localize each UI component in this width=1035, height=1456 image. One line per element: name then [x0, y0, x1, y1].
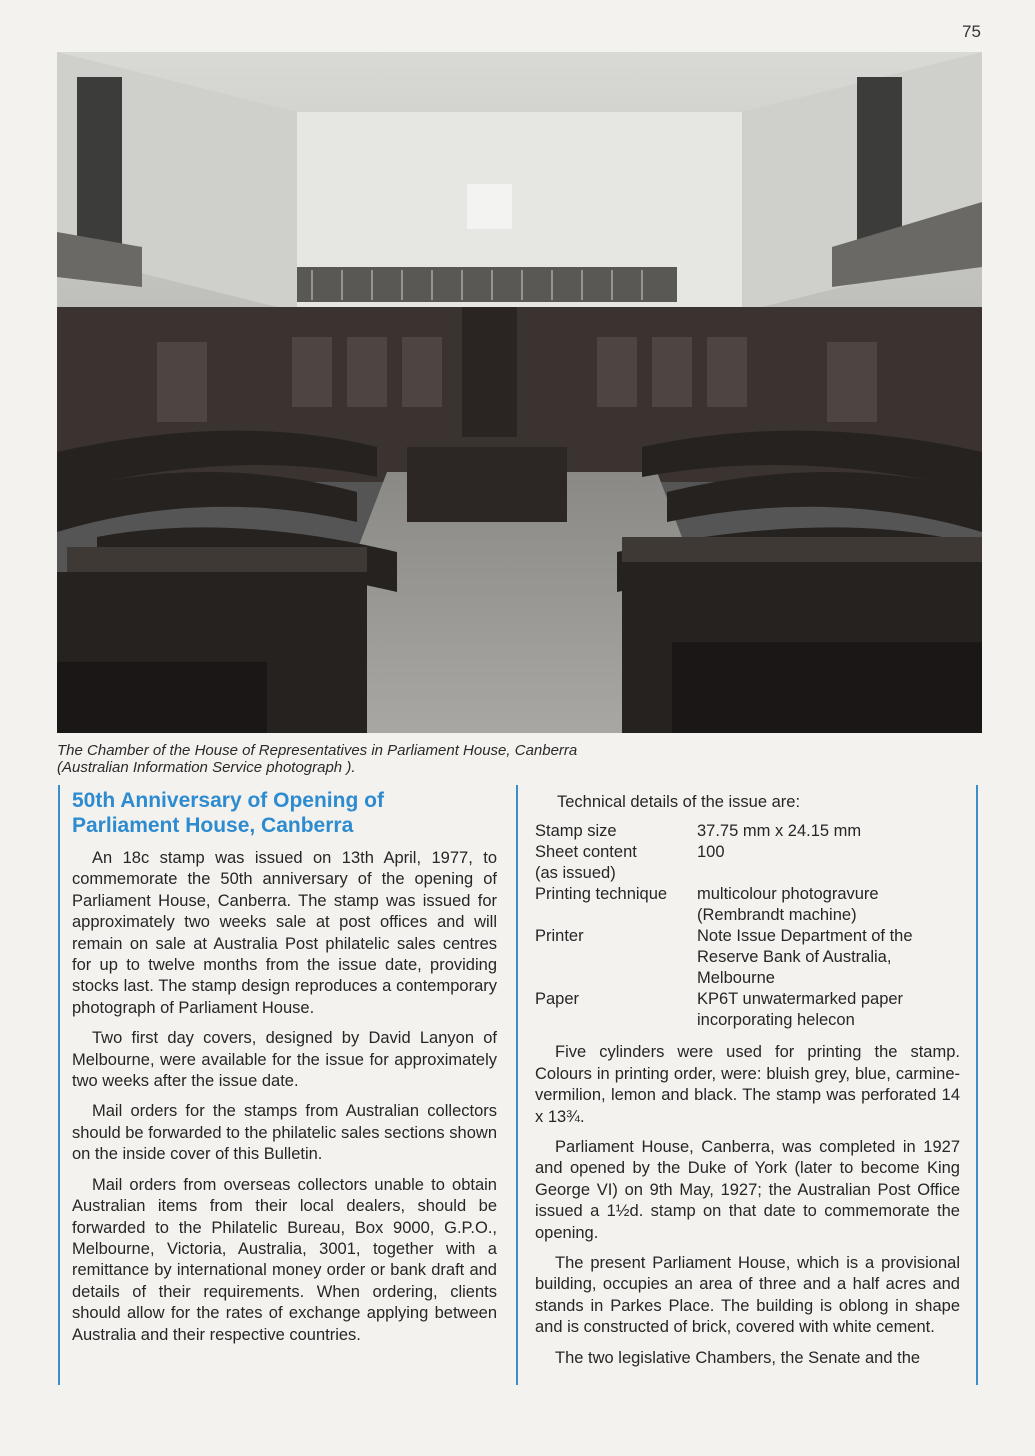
left-column-rule	[58, 785, 60, 1385]
paragraph-building: The present Parliament House, which is a provisional building, occupies an area of three and a half acres and stands in Parkes Place. The building is oblong in shape and is constructed of brick, covered with white cement.	[535, 1254, 960, 1337]
left-column	[72, 788, 497, 1355]
paragraph-overseas-orders: Mail orders from overseas collectors unable to obtain Australian items from their local dealers, should be forwarded to the Philatelic Bureau, Box 9000, G.P.O., Melbourne, Victoria, Australia, 3001, together with a remittance by international money order or bank draft and details of their requirements. When ordering, clients should allow for the rates of exchange applying between Australia and their respective countries.	[72, 1175, 497, 1344]
technical-details-intro: Technical details of the issue are:	[557, 793, 801, 811]
caption-line-2: (Australian Information Service photograph ).	[57, 759, 356, 776]
spec-row	[535, 842, 913, 884]
center-column-rule	[516, 785, 518, 1385]
paragraph-cylinders: Five cylinders were used for printing the stamp. Colours in printing order, were: bluish grey, blue, carmine-vermilion, lemon and black. The stamp was perforated 14 x 13¾.	[535, 1043, 960, 1126]
heading-line-1: 50th Anniversary of Opening of	[72, 789, 384, 812]
right-column-rule	[976, 785, 978, 1385]
technical-specs-table	[535, 821, 913, 1031]
right-column	[535, 792, 960, 1378]
spec-value: KP6T unwatermarked paper incorporating helecon	[697, 990, 904, 1030]
page-number: 75	[962, 22, 981, 41]
spec-label: Printer	[535, 927, 584, 946]
chamber-photograph	[57, 52, 982, 733]
paragraph-history: Parliament House, Canberra, was completed in 1927 and opened by the Duke of York (later to become King George VI) on 9th May, 1927; the Australian Post Office issued a 1½d. stamp on that date to commemorate the opening.	[535, 1138, 960, 1242]
spec-value: Note Issue Department of the Reserve Bank of Australia, Melbourne	[697, 927, 913, 988]
heading-line-2: Parliament House, Canberra	[72, 814, 354, 837]
spec-value: 37.75 mm x 24.15 mm	[697, 822, 862, 841]
spec-label: Printing technique	[535, 885, 668, 904]
photo-caption	[57, 742, 757, 776]
article-heading	[72, 788, 497, 838]
spec-row	[535, 821, 913, 842]
spec-row	[535, 884, 913, 926]
spec-label: Sheet content (as issued)	[535, 843, 637, 883]
spec-row	[535, 989, 913, 1031]
spec-value: 100	[697, 843, 725, 862]
paragraph-chambers: The two legislative Chambers, the Senate and the	[555, 1348, 921, 1367]
paragraph-first-day-covers: Two first day covers, designed by David Lanyon of Melbourne, were available for the issue for approximately two weeks after the issue date.	[72, 1029, 497, 1091]
paragraph-australian-orders: Mail orders for the stamps from Australian collectors should be forwarded to the philatelic sales sections shown on the inside cover of this Bulletin.	[72, 1102, 497, 1164]
paragraph-issue: An 18c stamp was issued on 13th April, 1977, to commemorate the 50th anniversary of the opening of Parliament House, Canberra. The stamp was issued for approximately two weeks sale at post offices and will remain on sale at Australia Post philatelic sales centres for up to twelve months from the issue date, providing stocks last. The stamp design reproduces a contemporary photograph of Parliament House.	[72, 849, 497, 1017]
chamber-illustration	[57, 52, 982, 733]
spec-label: Paper	[535, 990, 580, 1009]
spec-row	[535, 926, 913, 989]
spec-label: Stamp size	[535, 822, 617, 841]
caption-line-1: The Chamber of the House of Representatives in Parliament House, Canberra	[57, 742, 578, 759]
spec-value: multicolour photogravure (Rembrandt machine)	[697, 885, 879, 925]
